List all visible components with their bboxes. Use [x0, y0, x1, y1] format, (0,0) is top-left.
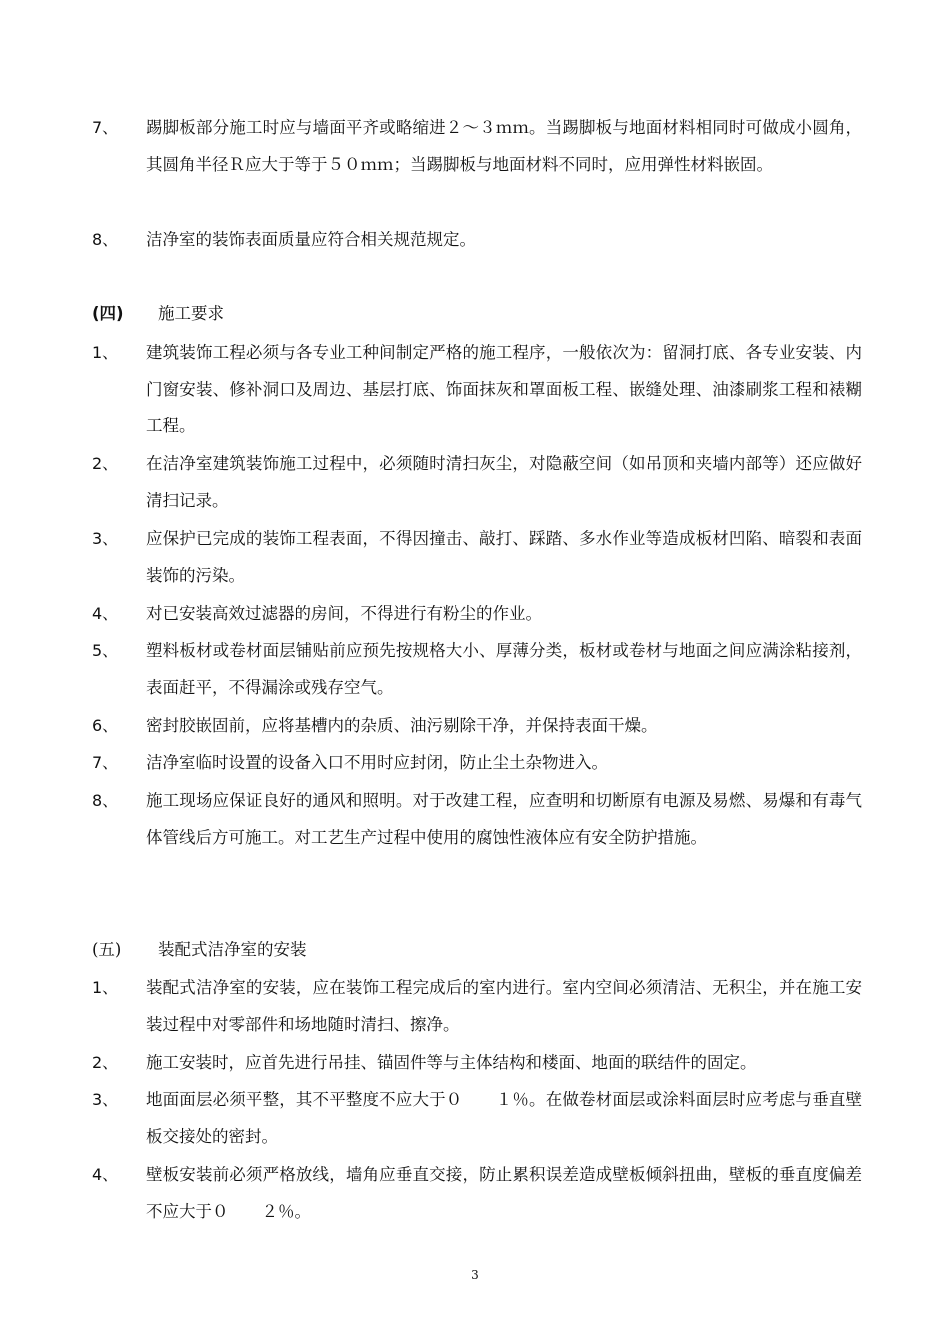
item-number: 4、 [92, 604, 119, 623]
item-number: 2、 [92, 1053, 119, 1072]
item-text: 建筑装饰工程必须与各专业工种间制定严格的施工程序，一般依次为：留洞打底、各专业安装、内门窗安装、修补洞口及周边、基层打底、饰面抹灰和罩面板工程、嵌缝处理、油漆刷浆工程和裱糊工程。 [146, 343, 862, 435]
item-text: 施工现场应保证良好的通风和照明。对于改建工程，应查明和切断原有电源及易燃、易爆和有毒气体管线后方可施工。对工艺生产过程中使用的腐蚀性液体应有安全防护措施。 [146, 791, 862, 847]
section-number: (五) [92, 940, 122, 959]
item-number: 8、 [92, 230, 119, 249]
item-number: 8、 [92, 791, 119, 810]
section-heading [92, 296, 852, 332]
item-number: 6、 [92, 716, 119, 735]
section-number: (四) [92, 304, 124, 323]
item-number: 7、 [92, 118, 119, 137]
section-title: 施工要求 [158, 304, 224, 323]
item-text: 洁净室的装饰表面质量应符合相关规范规定。 [146, 230, 476, 249]
item-number: 2、 [92, 454, 119, 473]
item-text: 壁板安装前必须严格放线，墙角应垂直交接，防止累积误差造成壁板倾斜扭曲，壁板的垂直度偏差不应大于０ ２％。 [146, 1165, 862, 1221]
item-number: 3、 [92, 1090, 119, 1109]
item-text: 应保护已完成的装饰工程表面，不得因撞击、敲打、踩踏、多水作业等造成板材凹陷、暗裂和表面装饰的污染。 [146, 529, 862, 585]
section-title: 装配式洁净室的安装 [158, 940, 307, 959]
item-number: 1、 [92, 343, 119, 362]
item-text: 在洁净室建筑装饰施工过程中，必须随时清扫灰尘，对隐蔽空间（如吊顶和夹墙内部等）还应做好清扫记录。 [146, 454, 862, 510]
item-text: 施工安装时，应首先进行吊挂、锚固件等与主体结构和楼面、地面的联结件的固定。 [146, 1053, 757, 1072]
item-text: 密封胶嵌固前，应将基槽内的杂质、油污剔除干净，并保持表面干燥。 [146, 716, 658, 735]
page-number: 3 [471, 1268, 479, 1282]
item-text: 地面面层必须平整，其不平整度不应大于０ １％。在做卷材面层或涂料面层时应考虑与垂直壁板交接处的密封。 [146, 1090, 862, 1146]
item-text: 塑料板材或卷材面层铺贴前应预先按规格大小、厚薄分类，板材或卷材与地面之间应满涂粘接剂，表面赶平，不得漏涂或残存空气。 [146, 641, 862, 697]
item-text: 对已安装高效过滤器的房间，不得进行有粉尘的作业。 [146, 604, 542, 623]
item-text: 洁净室临时设置的设备入口不用时应封闭，防止尘土杂物进入。 [146, 753, 608, 772]
item-number: 1、 [92, 978, 119, 997]
item-number: 3、 [92, 529, 119, 548]
item-number: 5、 [92, 641, 119, 660]
item-number: 4、 [92, 1165, 119, 1184]
item-number: 7、 [92, 753, 119, 772]
section-heading [92, 932, 852, 968]
item-text: 装配式洁净室的安装，应在装饰工程完成后的室内进行。室内空间必须清洁、无积尘，并在施工安装过程中对零部件和场地随时清扫、擦净。 [146, 978, 862, 1034]
item-text: 踢脚板部分施工时应与墙面平齐或略缩进２～３ｍｍ。当踢脚板与地面材料相同时可做成小圆角，其圆角半径Ｒ应大于等于５０ｍｍ；当踢脚板与地面材料不同时，应用弹性材料嵌固。 [146, 118, 862, 174]
